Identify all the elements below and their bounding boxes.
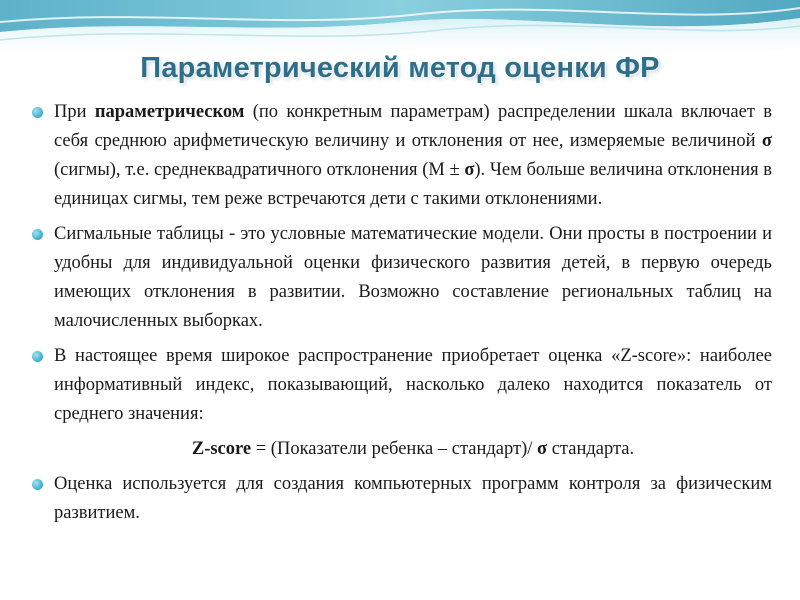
bullet-dot-icon <box>32 229 43 240</box>
formula-text: = (Показатели ребенка – стандарт)/ <box>251 439 538 459</box>
slide-title: Параметрический метод оценки ФР <box>140 52 660 84</box>
formula-term: Z-score <box>191 439 252 459</box>
sigma-symbol: σ <box>537 439 548 459</box>
bullet-text: ). Чем больше величина отклонения в единицах сигмы, тем реже встречаются дети с такими отклонениями. <box>54 160 773 209</box>
bullet-dot-icon <box>32 351 43 362</box>
bullet-text-bold: параметрическом <box>94 102 245 122</box>
bullet-item-z-score <box>30 342 772 429</box>
bullet-item-parametric <box>30 98 772 214</box>
bullet-item-usage <box>30 470 772 528</box>
bullet-text: При <box>54 102 95 122</box>
bullet-text: В настоящее время широкое распространение приобретает оценка «Z-score»: наиболее информативный индекс, показывающий, насколько далеко находится показатель от среднего значения: <box>54 346 772 424</box>
bullet-text: (по конкретным параметрам) распределении шкала включает в себя среднюю арифметическую величину и отклонения от нее, измеряемые величиной <box>54 102 772 151</box>
slide-content <box>30 98 772 534</box>
bullet-text: Сигмальные таблицы - это условные математические модели. Они просты в построении и удобны для индивидуальной оценки физического развития детей, в первую очередь имеющих отклонения в развитии. Возможно составление региональных таблиц на малочисленных выборках. <box>54 224 772 331</box>
sigma-symbol: σ <box>761 131 772 151</box>
sigma-symbol: σ <box>464 160 475 180</box>
bullet-item-sigma-tables <box>30 220 772 336</box>
z-score-formula <box>30 435 772 464</box>
bullet-dot-icon <box>32 479 43 490</box>
formula-text: стандарта. <box>547 439 635 459</box>
bullet-text: Оценка используется для создания компьютерных программ контроля за физическим развитием. <box>54 474 772 523</box>
bullet-text: (сигмы), т.е. среднеквадратичного отклонения (М ± <box>54 160 465 180</box>
bullet-dot-icon <box>32 107 43 118</box>
